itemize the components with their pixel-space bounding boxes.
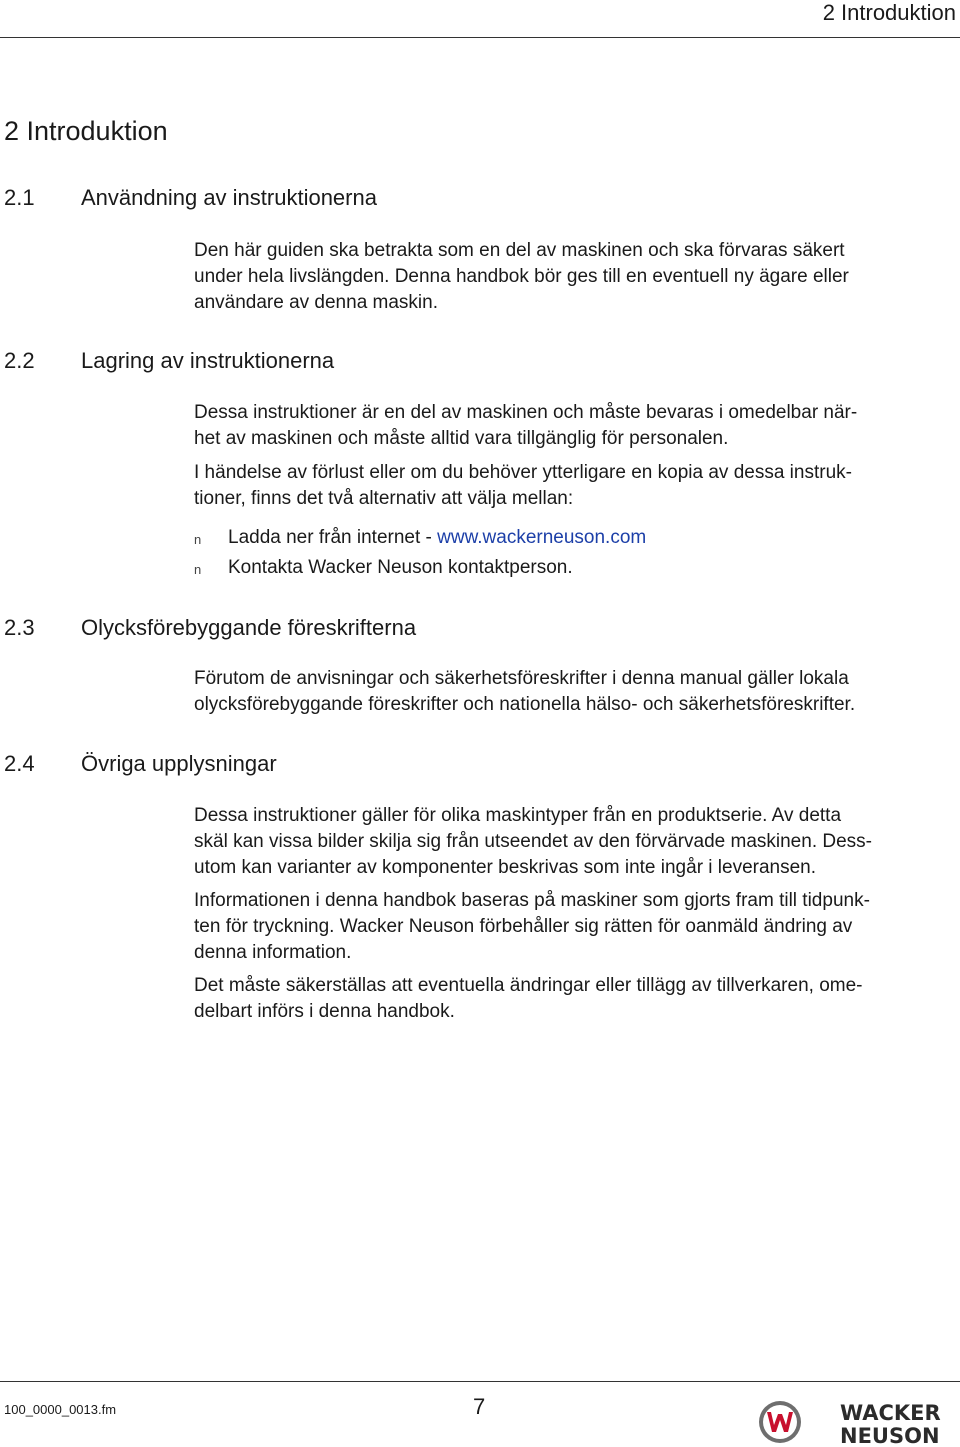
text-line: tioner, finns det två alternativ att välja mellan: bbox=[194, 488, 574, 509]
list-item bbox=[194, 523, 954, 553]
bullet-list bbox=[194, 523, 954, 583]
text-line: Det måste säkerställas att eventuella ändringar eller tillägg av tillverkaren, ome- bbox=[194, 975, 863, 996]
paragraph bbox=[194, 400, 954, 452]
text-line: denna information. bbox=[194, 942, 352, 963]
section-number: 2.1 bbox=[4, 185, 35, 210]
paragraph bbox=[194, 973, 954, 1025]
text-line: under hela livslängden. Denna handbok bör ges till en eventuell ny ägare eller bbox=[194, 266, 849, 287]
website-link[interactable]: www.wackerneuson.com bbox=[437, 527, 647, 548]
text-line: användare av denna maskin. bbox=[194, 292, 438, 313]
list-item-text: Kontakta Wacker Neuson kontaktperson. bbox=[228, 557, 573, 578]
text-line: skäl kan vissa bilder skilja sig från utseendet av den förvärvade maskinen. Dess- bbox=[194, 831, 872, 852]
logo-wordmark-line2: NEUSON bbox=[840, 1424, 940, 1446]
section-title: Övriga upplysningar bbox=[81, 751, 277, 776]
text-line: I händelse av förlust eller om du behöver ytterligare en kopia av dessa instruk- bbox=[194, 462, 852, 483]
list-item-text bbox=[228, 523, 646, 553]
section-heading-2-1 bbox=[4, 185, 377, 211]
section-heading-2-4 bbox=[4, 751, 277, 777]
text-line: het av maskinen och måste alltid vara tillgänglig för personalen. bbox=[194, 428, 729, 449]
paragraph bbox=[194, 460, 954, 512]
text-line: Förutom de anvisningar och säkerhetsföreskrifter i denna manual gäller lokala bbox=[194, 668, 849, 689]
text-line: utom kan varianter av komponenter beskrivas som inte ingår i leveransen. bbox=[194, 857, 817, 878]
section-number: 2.2 bbox=[4, 348, 35, 373]
footer-filename: 100_0000_0013.fm bbox=[4, 1402, 117, 1417]
text-line: Informationen i denna handbok baseras på maskiner som gjorts fram till tidpunk- bbox=[194, 890, 870, 911]
text-line: olycksförebyggande föreskrifter och nationella hälso- och säkerhetsföreskrifter. bbox=[194, 694, 856, 715]
chapter-title: 2 Introduktion bbox=[4, 116, 168, 146]
footer-divider bbox=[0, 1381, 960, 1382]
paragraph bbox=[194, 666, 954, 718]
bullet-marker: n bbox=[194, 532, 202, 547]
paragraph bbox=[194, 888, 954, 966]
text-line: Dessa instruktioner gäller för olika maskintyper från en produktserie. Av detta bbox=[194, 805, 842, 826]
text-line: Den här guiden ska betrakta som en del av maskinen och ska förvaras säkert bbox=[194, 240, 845, 261]
section-title: Olycksförebyggande föreskrifterna bbox=[81, 615, 417, 640]
bullet-marker: n bbox=[194, 562, 202, 577]
paragraph bbox=[194, 238, 954, 316]
page-number: 7 bbox=[473, 1394, 486, 1419]
section-title: Lagring av instruktionerna bbox=[81, 348, 335, 373]
text-line: ten för tryckning. Wacker Neuson förbehåller sig rätten för oanmäld ändring av bbox=[194, 916, 853, 937]
section-title: Användning av instruktionerna bbox=[81, 185, 377, 210]
text-line: delbart införs i denna handbok. bbox=[194, 1001, 455, 1022]
section-number: 2.4 bbox=[4, 751, 35, 776]
section-heading-2-3 bbox=[4, 615, 416, 641]
logo-wordmark-line1: WACKER bbox=[840, 1401, 941, 1425]
list-item bbox=[194, 553, 954, 583]
logo-emblem-icon bbox=[759, 1401, 801, 1443]
wacker-neuson-logo bbox=[756, 1398, 958, 1446]
text-line: Dessa instruktioner är en del av maskinen och måste bevaras i omedelbar när- bbox=[194, 402, 858, 423]
header-divider bbox=[0, 37, 960, 38]
running-header: 2 Introduktion bbox=[822, 0, 956, 25]
section-number: 2.3 bbox=[4, 615, 35, 640]
list-item-label: Ladda ner från internet - bbox=[228, 527, 438, 548]
section-heading-2-2 bbox=[4, 348, 334, 374]
paragraph bbox=[194, 803, 954, 881]
